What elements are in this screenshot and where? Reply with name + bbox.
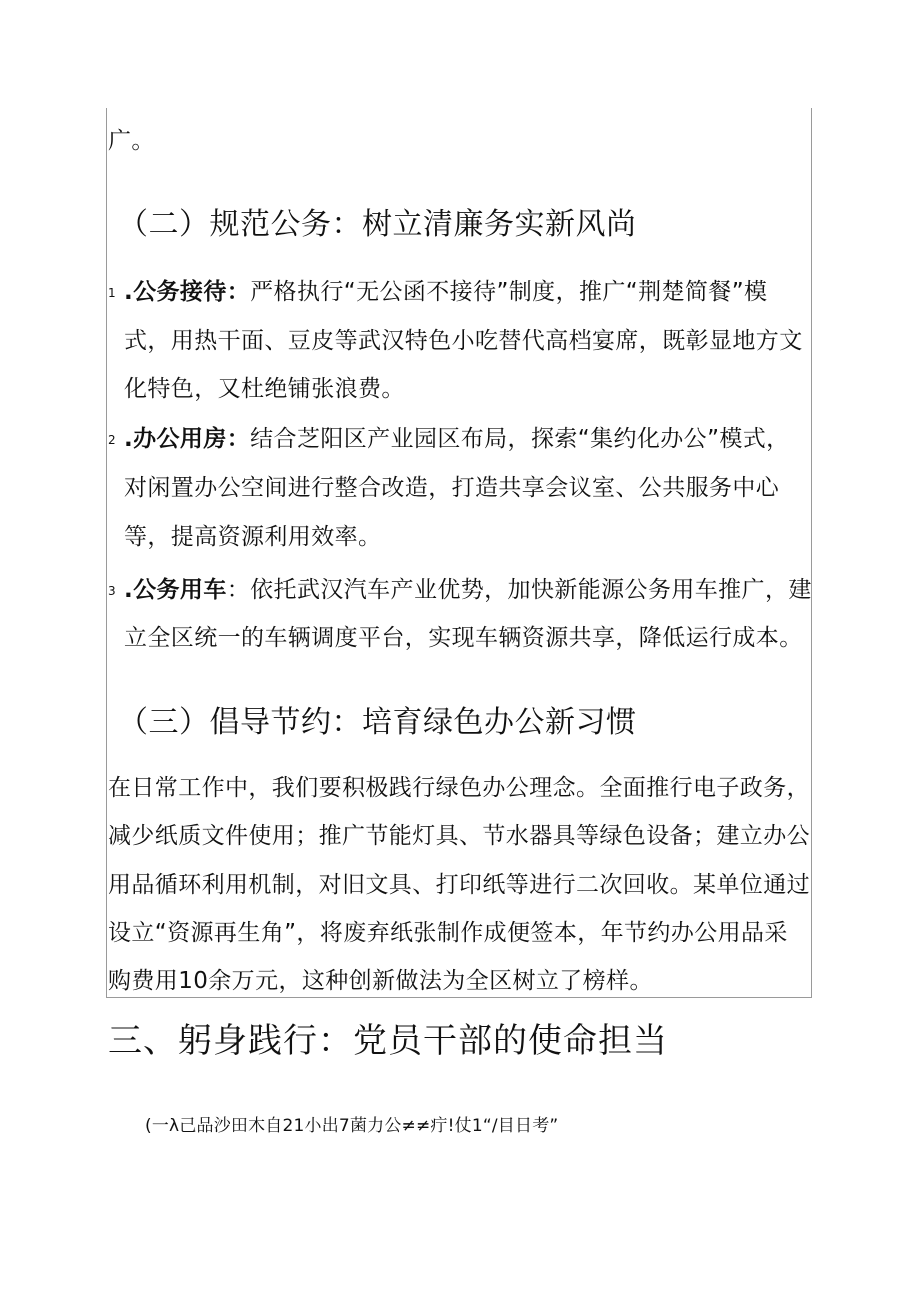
item-line	[124, 424, 790, 454]
continued-text: 广。	[108, 128, 155, 154]
paragraph-line: 在日常工作中，我们要积极践行绿色办公理念。全面推行电子政务，	[108, 775, 810, 801]
item-line	[124, 277, 767, 307]
item-text: 依托武汉汽车产业优势，加快新能源公务用车推广，建	[250, 577, 812, 603]
item-line	[124, 575, 812, 605]
paragraph-line: 购费用10余万元，这种创新做法为全区树立了榜样。	[108, 968, 653, 994]
item-title: .公务接待	[124, 279, 227, 305]
item-colon: ：	[226, 577, 251, 603]
item-number: 3	[108, 584, 116, 598]
item-number: 2	[108, 433, 116, 447]
item-number: 1	[108, 286, 116, 300]
section-three-heading: （三）倡导节约：培育绿色办公新习惯	[118, 705, 637, 740]
paragraph-line: 设立“资源再生角”，将废弃纸张制作成便签本，年节约办公用品采	[108, 920, 788, 946]
item-title: .公务用车	[124, 577, 227, 603]
item-line: 化特色，又杜绝铺张浪费。	[124, 376, 405, 402]
item-text: 结合芝阳区产业园区布局，探索“集约化办公”模式，	[250, 426, 790, 452]
item-line: 对闲置办公空间进行整合改造，打造共享会议室、公共服务中心	[124, 475, 780, 501]
item-line: 等，提高资源利用效率。	[124, 524, 382, 550]
part-three-heading: 三、躬身践行：党员干部的使命担当	[108, 1021, 668, 1061]
item-colon: ：	[226, 426, 251, 452]
item-line: 立全区统一的车辆调度平台，实现车辆资源共享，降低运行成本。	[124, 625, 803, 651]
section-two-heading: （二）规范公务：树立清廉务实新风尚	[118, 207, 637, 242]
paragraph-line: 减少纸质文件使用；推广节能灯具、节水器具等绿色设备；建立办公	[108, 823, 810, 849]
item-text: 严格执行“无公函不接待”制度，推广“荆楚简餐”模	[250, 279, 768, 305]
paragraph-line: 用品循环利用机制，对旧文具、打印纸等进行二次回收。某单位通过	[108, 872, 810, 898]
garbled-text-line: (一λ己品沙田木自21小出7菌力公≠≠疔!仗1“/目日考”	[145, 1116, 559, 1136]
item-line: 式，用热干面、豆皮等武汉特色小吃替代高档宴席，既彰显地方文	[124, 328, 803, 354]
item-title: .办公用房	[124, 426, 227, 452]
item-colon: ：	[226, 279, 251, 305]
